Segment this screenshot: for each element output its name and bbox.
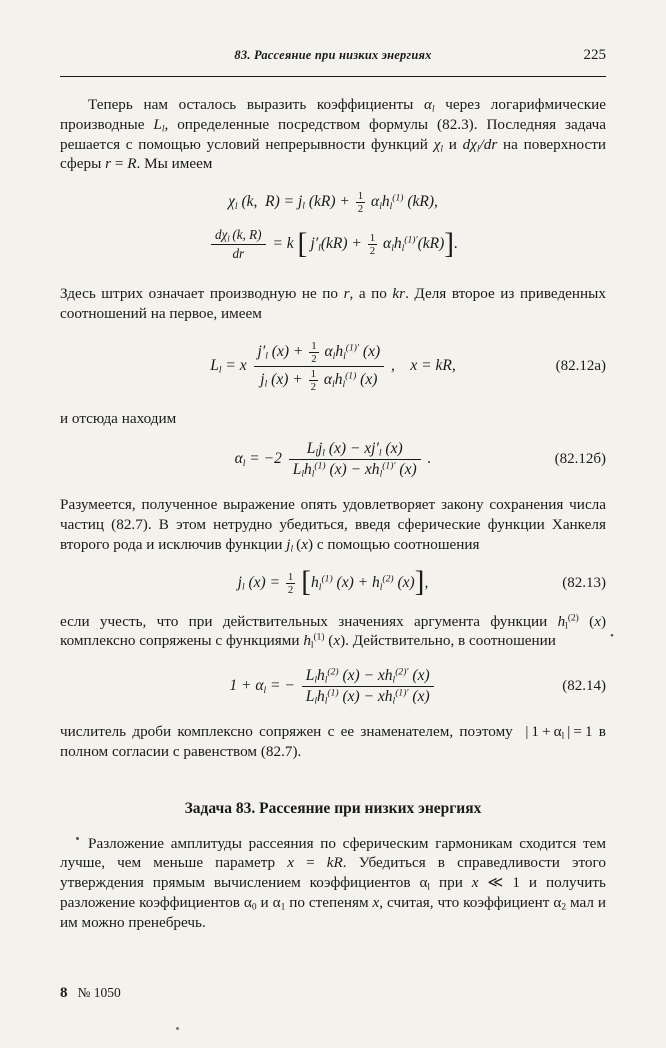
equation-4: $j_l$ (x) = $\frac{1}{2}$ [$h_l^{(1)}$ $(x) + h_l^{(2)}$ (x)], [237, 566, 429, 599]
paragraph-5: если учесть, что при действительных значениях аргумента функции $h_l^{(2)}$ (x) комплексно сопряжены с функциями $h_l^{(1)}$ (x). Действительно, в соотношении [60, 612, 606, 651]
running-title: 83. Рассеяние при низких энергиях [234, 48, 432, 62]
page-number: 225 [583, 47, 606, 63]
equation-block-1-line-2 [60, 227, 606, 262]
page-footer [60, 985, 121, 1002]
paragraph-4: Разумеется, полученное выражение опять удовлетворяет закону сохранения числа частиц (82.7). В этом нетрудно убедиться, введя сферические функции Ханкеля второго рода и исключив функции $j_l$ (x) с помощью соотношения [60, 496, 606, 555]
print-order-number: № 1050 [77, 985, 121, 1000]
equation-4-number: (82.13) [562, 574, 606, 591]
paragraph-2: Здесь штрих означает производную не по r, а по kr. Деля второе из приведенных соотношений на первое, имеем [60, 285, 606, 322]
equation-1a: $\chi_l$ (k, $R) = j_l$ (kR) + $\frac{1}{2}$ $\alpha_lh_l^{(1)}$ (kR), [228, 190, 438, 215]
paragraph-3: и отсюда находим [60, 409, 177, 427]
equation-block-4 [60, 566, 606, 599]
margin-mark: • [610, 630, 614, 642]
equation-2: $L_l = x$ $j'_l$ (x) + $\frac{1}{2}$ $\alpha_lh_l^{(1)'}$ (x) $j_l$ (x) + $\frac{1}{2}$ $\alpha_lh_l^{(1)}$ (x) , x = kR, [210, 339, 456, 393]
equation-2-number: (82.12а) [555, 357, 606, 374]
equation-3-number: (82.12б) [554, 451, 606, 468]
equation-5: $1 + \alpha_l$ = − $\frac{L_lh_l^{(2)} (x) - xh_l^{(2)'} (x)}{L_lh_l^{(1)} (x) - xh_l^{(1)'} (x)}$ [229, 667, 436, 706]
paragraph-6: числитель дроби комплексно сопряжен с ее знаменателем, поэтому | $1 + \alpha_l$ | = 1 в полном согласии с равенством (82.7). [60, 723, 606, 760]
equation-3: $\alpha_l = -2$ $\frac{L_lj_l (x) - xj'_l (x)}{L_lh_l^{(1)} (x) - xh_l^{(1)'} (x)}$ . [234, 440, 432, 480]
equation-1b: $\frac{d\chi_l (k, R)}{dr}$ = k [ $j'_l(kR)$ + $\frac{1}{2}$ $\alpha_lh_l^{(1)'}(kR)$]. [208, 227, 458, 262]
section-heading: Задача 83. Рассеяние при низких энергиях [184, 799, 482, 817]
signature-number: 8 [60, 985, 68, 1001]
paragraph-1: Теперь нам осталось выразить коэффициенты $\alpha_l$ через логарифмические производные $L_l$, определенные посредством формулы (82.3). Последняя задача решается с помощью условий непрерывности функций $\chi_l$ и $d\chi_l/dr$ на поверхности сферы r = R. Мы имеем [60, 96, 607, 173]
equation-block-5 [60, 667, 606, 706]
equation-block-3 [60, 440, 606, 479]
document-page [0, 48, 666, 1048]
equation-block-1-line-1 [60, 190, 606, 215]
equation-block-2 [60, 340, 606, 393]
section-paragraph: Разложение амплитуды рассеяния по сферическим гармоникам сходится тем лучше, чем меньше параметр x = kR. Убедиться в справедливости этого утверждения прямым вычислением коэффициентов $\alpha_l$ при x ≪ 1 и получить разложение коэффициентов $\alpha_0$ и $\alpha_1$ по степеням x, считая, что коэффициент $\alpha_2$ мал и им можно пренебречь. [60, 834, 607, 931]
ink-dot-mark [76, 837, 79, 840]
ink-dot-mark-bottom [176, 1027, 179, 1030]
header-rule [60, 76, 606, 77]
equation-5-number: (82.14) [562, 678, 606, 694]
running-head [60, 48, 606, 70]
